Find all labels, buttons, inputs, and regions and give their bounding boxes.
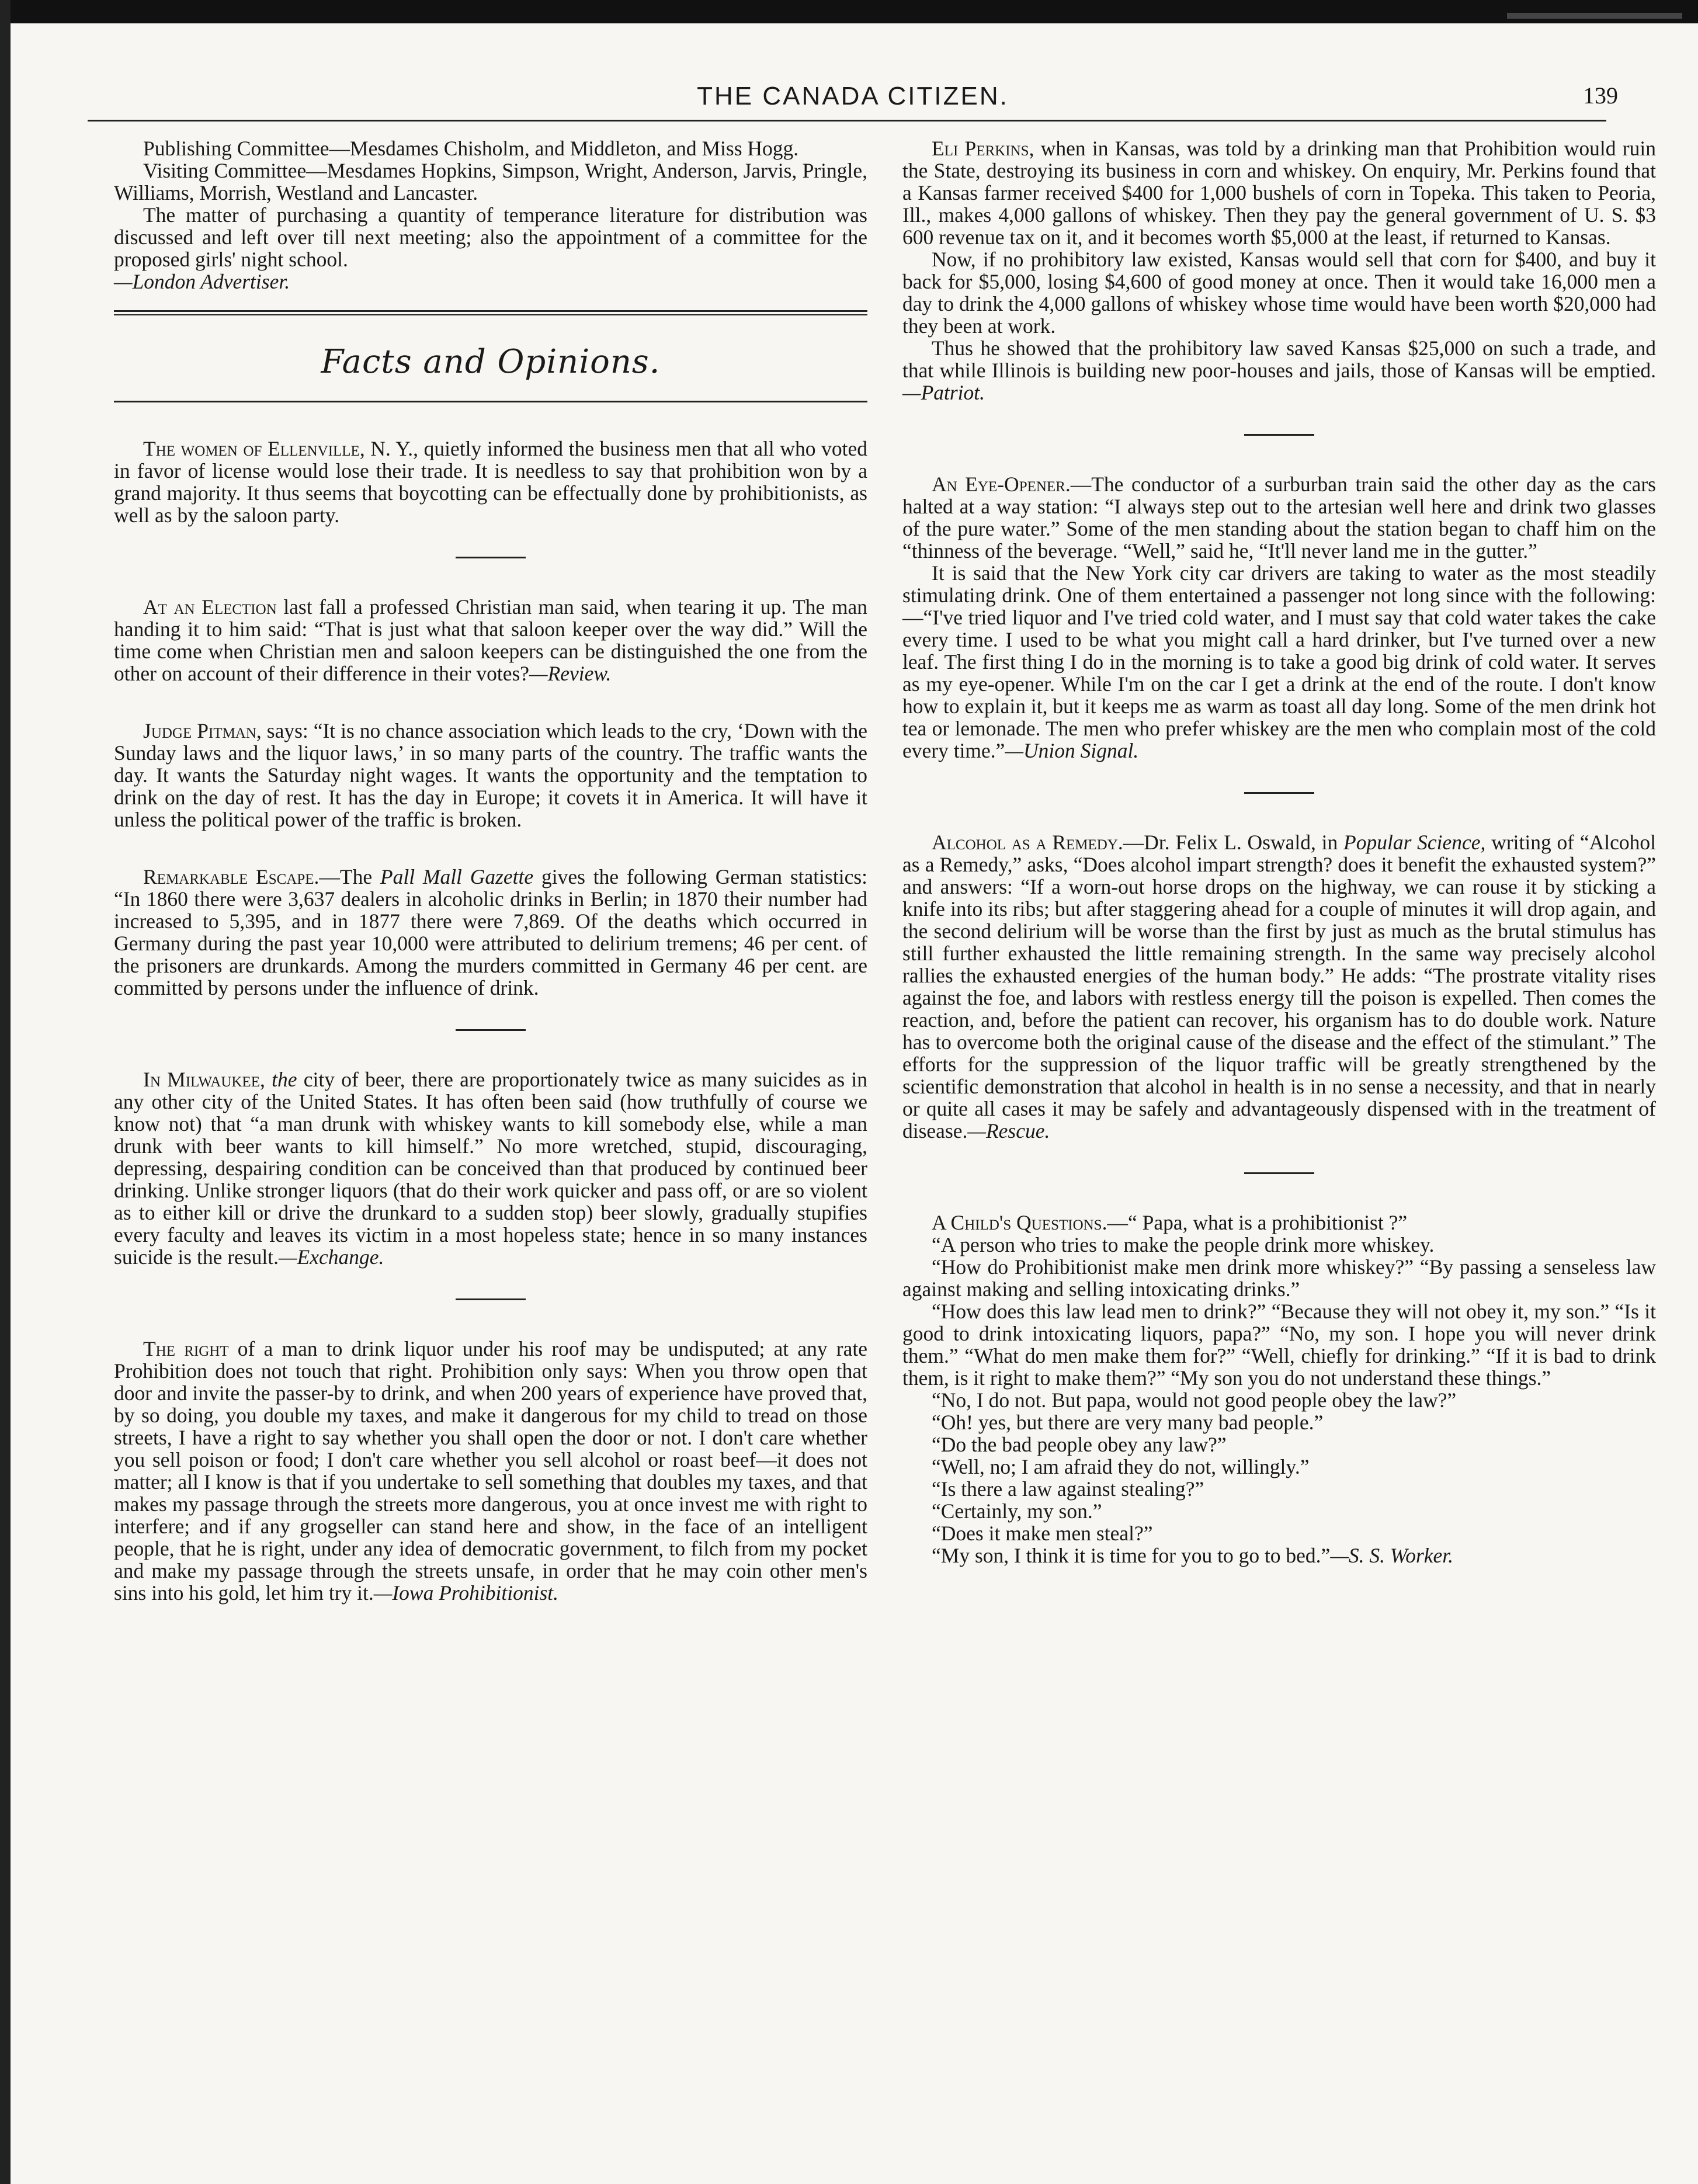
child-line: “Certainly, my son.” [932,1499,1102,1523]
child-line: “No, I do not. But papa, would not good people obey the law?” [932,1388,1457,1412]
scan-top-edge [0,0,1698,23]
article-body: last fall a professed Christian man said, when tearing it up. The man handing it to him said: “That is just what that saloon keeper over the way did.” Will the time come when Christian men and saloon keepers can be distinguished the one from the other on account of their difference in their votes? [114,595,867,685]
page-number: 139 [1583,82,1618,109]
newspaper-title: THE CANADA CITIZEN. [697,82,1009,110]
article-body: says: “It is no chance association which leads to the cry, ‘Down with the Sunday laws and the liquor laws,’ in so many parts of the country. The traffic wants the day. It wants the Saturday night wages. It wants the opportunity and the temptation to drink on the day of rest. It has the day in Europe; it covets it in America. It will have it unless the political power of the traffic is broken. [114,719,867,831]
article-body: It is said that the New York city car drivers are taking to water as the most steadily stimulating drink. One of them entertained a passenger not long since with the following:—“I've tried liquor and I've tried cold water, and I must say that cold water takes the cake every time. I used to be what you might call a hard drinker, but I've turned over a new leaf. The first thing I do in the morning is to take a good big drink of cold water. It serves as my eye-opener. While I'm on the car I get a drink at the end of the route. I don't know how to explain it, but it keeps me as warm as toast all day long. Some of the men drink hot tea or lemonade. The men who prefer whiskey are the men who complain most of the cold every time.” [902,561,1656,762]
page-header [88,82,1618,123]
child-line: “How does this law lead men to drink?” “Because they will not obey it, my son.” “Is it good to drink intoxicating liquors, papa?” “No, my son. I hope you will never drink them.” “What do men make them for?” “Well, chiefly for drinking.” “If it is bad to drink them, is it right to make them?” “My son you do not understand these things.” [902,1300,1656,1390]
article-body: “My son, I think it is time for you to go to bed.” [932,1544,1331,1567]
article-body: city of beer, there are proportionately twice as many suicides as in any other city of the United States. It has often been said (how truthfully of course we know not) that “a man drunk with whiskey wants to kill somebody else, while a man drunk with beer wants to kill himself.” No more wretched, stupid, discouraging, depressing, despairing condition can be conceived than that produced by continued beer drinking. Unlike stronger liquors (that do their work quicker and pass off, or are so violent as to either kill or drive the drunkard to a sudden stop) beer slowly, gradually stupifies every faculty and leaves its victim in a most hopeless state; hence in so many instances suicide is the result. [114,1068,868,1269]
child-line: “How do Prohibitionist make men drink more whiskey?” “By passing a senseless law against making and selling intoxicating drinks.” [902,1255,1656,1301]
header-rule [88,120,1606,121]
article-eye-opener-p2 [902,562,1656,762]
intro-publishing: Publishing Committee—Mesdames Chisholm, and Middleton, and Miss Hogg. [143,137,799,160]
child-line: “Is there a law against stealing?” [932,1477,1204,1501]
article-source: —Exchange. [278,1245,384,1269]
section-rule-bottom [114,401,867,402]
child-line: “A person who tries to make the people drink more whiskey. [932,1233,1435,1256]
article-source: —Iowa Prohibitionist. [373,1581,559,1605]
article-body: —The conductor of a surburban train said the other day as the cars halted at a way station: “I always step out to the artesian well here and drink two glasses of the pure water.” Some of the men standing about the station began to chaff him on the “thinness of the beverage. “Well,” said he, “It'll never land me in the gutter.” [902,473,1656,563]
article-source: —Rescue. [967,1119,1050,1143]
scan-mark [1507,13,1682,19]
article-perkins [902,137,1656,248]
article-body: writing of “Alcohol as a Remedy,” asks, “Does alcohol impart strength? does it benefit the exhausted system?” and answers: “If a worn-out horse drops on the highway, we can rouse it by sticking a knife into its ribs; but after staggering ahead for a couple of minutes it will drop again, and the second delirium will be worse than the first by just as much as the brutal stimulus has still further exhausted the little remaining strength. In the same way precisely alcohol rallies the exhausted energies of the human body.” He adds: “The prostrate vitality rises against the foe, and labors with restless energy till the poison is expelled. Then comes the reaction, and, before the patient can recover, his organism has to do double work. Nature has to overcome both the original cause of the disease and the effect of the stimulant.” The efforts for the suppression of the liquor traffic will be greatly strengthened by the scientific demonstration that alcohol in health is in no sense a necessity, and that in nearly or quite all cases it may be safely and advantageously dispensed with in the treatment of disease. [902,831,1657,1143]
article-lead: The women of Ellenville, N. Y., [143,437,418,460]
article-lead: Remarkable Escape. [143,865,320,888]
article-lead: At an Election [143,595,277,619]
separator [1244,434,1314,436]
separator [1244,792,1314,794]
intro-visiting: Visiting Committee—Mesdames Hopkins, Simpson, Wright, Anderson, Jarvis, Pringle, Williams, Morrish, Westland and Lancaster. [114,159,867,204]
left-column [114,137,867,1604]
article-lead: Alcohol as a Remedy. [932,831,1123,854]
article-source: —Review. [529,662,612,685]
article-emphasis: the [272,1068,297,1091]
article-paper: Pall Mall Gazette [380,865,534,888]
article-body: —“ Papa, what is a prohibitionist ?” [1107,1211,1408,1234]
intro-literature [114,204,867,293]
article-eye-opener [902,473,1656,562]
article-pitman [114,720,867,831]
article-milwaukee [114,1068,867,1268]
article-remedy [902,831,1656,1142]
article-body: quietly informed the business men that all who voted in favor of license would lose their trade. It is needless to say that prohibition won by a grand majority. It thus seems that boycotting can be effectually done by prohibitionists, as well as by the saloon party. [114,437,867,527]
separator [456,557,526,558]
article-body: of a man to drink liquor under his roof may be undisputed; at any rate Prohibition does not touch that right. Prohibition only says: When you throw open that door and invite the passer-by to drink, and when 200 years of experience have proved that, by so doing, you double my taxes, and make it dangerous for my child to tread on those streets, I have a right to say whether you shall open the door or not. I don't care whether you sell poison or food; I don't care whether you sell alcohol or roast beef—it does not matter; all I know is that if you undertake to sell something that doubles my taxes, and that makes my passage through the streets more dangerous, you at once invest me with right to interfere; and if any grogseller can stand here and show, in the face of an intelligent people, that he is right, under any idea of democratic government, to filch from my pocket and make my passage through the streets unsafe, in order that he may coin other men's sins into his gold, let him try it. [114,1337,868,1605]
separator [456,1029,526,1031]
article-lead: An Eye-Opener. [932,473,1071,496]
separator [456,1298,526,1300]
article-source: —S. S. Worker. [1330,1544,1454,1567]
article-source: —Patriot. [902,381,985,404]
article-child [902,1211,1656,1234]
article-body: —Dr. Felix L. Oswald, in [1123,831,1344,854]
child-line-last [902,1544,1656,1567]
intro-literature-text: The matter of purchasing a quantity of temperance literature for distribution was discussed and left over till next meeting; also the appointment of a committee for the proposed girls' night school. [114,203,867,271]
article-source: —Union Signal. [1005,739,1139,762]
article-lead: In Milwaukee, [143,1068,265,1091]
section-rule-top [114,310,867,315]
child-line: “Do the bad people obey any law?” [932,1433,1227,1456]
article-magazine: Popular Science, [1343,831,1486,854]
article-perkins-p2: Now, if no prohibitory law existed, Kansas would sell that corn for $400, and buy it back for $5,000, losing $4,600 of good money at once. Then it would take 16,000 men a day to drink the 4,000 gallons of whiskey whose time would have been worth $20,000 had they been at work. [902,248,1656,338]
child-line: “Oh! yes, but there are very many bad people.” [932,1411,1324,1434]
article-lead: The right [143,1337,229,1360]
article-body: —The [319,865,380,888]
article-escape [114,866,867,999]
article-body: when in Kansas, was told by a drinking man that Prohibition would ruin the State, destroying its business in corn and whiskey. On enquiry, Mr. Perkins found that a Kansas farmer received $400 for 1,000 bushels of corn in Topeka. This taken to Peoria, Ill., makes 4,000 gallons of whiskey. Then they pay the general government of U. S. $3 600 revenue tax on it, and it becomes worth $5,000 at the least, if returned to Kansas. [902,137,1656,249]
intro-source: —London Advertiser. [114,270,290,293]
article-lead: Judge Pitman, [143,719,262,742]
scan-left-edge [0,0,11,2184]
article-body: Thus he showed that the prohibitory law saved Kansas $25,000 on such a trade, and that while Illinois is building new poor-houses and jails, those of Kansas will be emptied. [902,336,1656,382]
article-lead: A Child's Questions. [932,1211,1107,1234]
child-line: “Well, no; I am afraid they do not, willingly.” [932,1455,1310,1478]
separator [1244,1172,1314,1174]
article-right [114,1338,867,1604]
right-column [902,137,1656,1567]
article-election [114,596,867,685]
article-lead: Eli Perkins, [932,137,1034,160]
article-perkins-p3 [902,337,1656,404]
section-heading: Facts and Opinions. [321,343,661,381]
child-line: “Does it make men steal?” [932,1522,1153,1545]
article-ellenville [114,438,867,526]
article-body: gives the following German statistics: “In 1860 there were 3,637 dealers in alcoholic drinks in Berlin; in 1870 their number had increased to 5,395, and in 1877 there were 7,869. Of the deaths which occurred in Germany during the past year 10,000 were attributed to delirium tremens; 46 per cent. of the prisoners are drunkards. Among the murders committed in Germany 46 per cent. are committed by persons under the influence of drink. [114,865,867,999]
